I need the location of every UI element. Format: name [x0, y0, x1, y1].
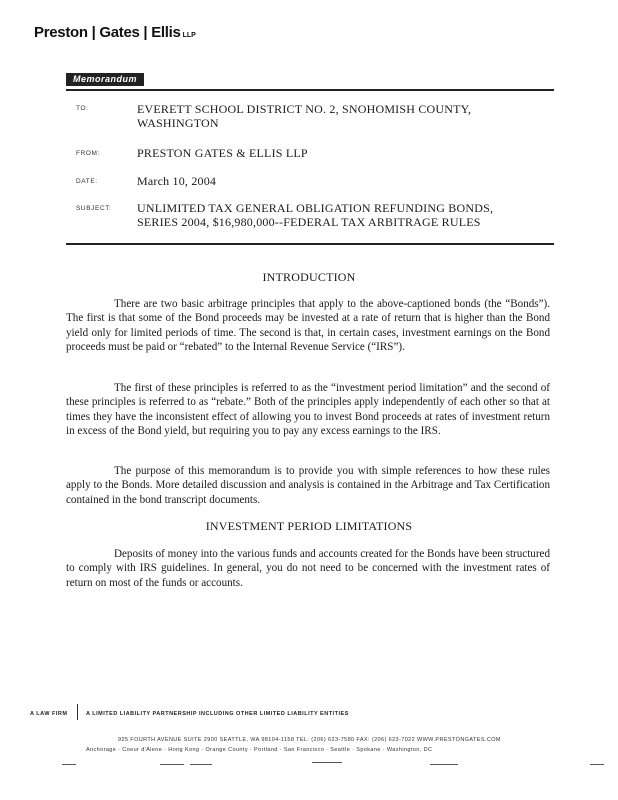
investment-paragraph: Deposits of money into the various funds and accounts created for the Bonds have been structured to comply with IRS guidelines. In general, you do not need to be concerned with the investment rates of return on most of the funds or accounts.	[66, 548, 550, 589]
date-value: March 10, 2004	[137, 174, 217, 188]
firm-logo	[34, 24, 196, 41]
header-rule	[66, 89, 554, 91]
intro-paragraph: The first of these principles is referred to as the “investment period limitation” and the second of these principles is referred to as “rebate.” Both of the principles apply independently of each other so that at times they have the inconsistent effect of allowing you to invest Bond proceeds at rates of investment return in excess of the Bond yield, but requiring you to pay any excess earnings to the IRS.	[66, 382, 550, 438]
date-label: DATE:	[76, 178, 98, 185]
law-firm-label: A LAW FIRM	[30, 711, 68, 717]
subject-rule	[66, 243, 554, 245]
firm-name: Preston | Gates | Ellis	[34, 24, 181, 41]
scan-speck	[190, 764, 212, 765]
introduction-heading: INTRODUCTION	[262, 270, 356, 284]
subject-label: SUBJECT:	[76, 205, 112, 212]
scan-speck	[62, 764, 76, 765]
subject-value-line: UNLIMITED TAX GENERAL OBLIGATION REFUNDING BONDS,	[137, 201, 494, 215]
scan-speck	[160, 764, 184, 765]
intro-paragraph: The purpose of this memorandum is to provide you with simple references to how these rules apply to the Bonds. More detailed discussion and analysis is contained in the Arbitrage and Tax Certification contained in the bond transcript documents.	[66, 465, 550, 506]
firm-suffix: LLP	[182, 32, 196, 39]
from-label: FROM:	[76, 150, 100, 157]
scan-speck	[430, 764, 458, 765]
memorandum-badge: Memorandum	[66, 73, 144, 86]
to-value	[137, 102, 471, 130]
to-label: TO:	[76, 105, 89, 112]
subject-value-line: SERIES 2004, $16,980,000--FEDERAL TAX ARBITRAGE RULES	[137, 215, 481, 229]
to-value-line: WASHINGTON	[137, 116, 219, 130]
office-locations: Anchorage · Coeur d'Alene · Hong Kong · Orange County · Portland · San Francisco · Seattle · Spokane · Washington, DC	[86, 747, 433, 753]
subject-value	[137, 201, 493, 229]
intro-paragraph: There are two basic arbitrage principles that apply to the above-captioned bonds (the “Bonds”). The first is that some of the Bond proceeds may be invested at a rate of return that is higher than the Bond yield only for limited periods of time. The second is that, in certain cases, investment earnings on the Bond proceeds must be paid or “rebated” to the Internal Revenue Service (“IRS”).	[66, 298, 550, 354]
investment-heading: INVESTMENT PERIOD LIMITATIONS	[205, 519, 413, 533]
scan-speck	[312, 762, 342, 763]
firm-address: 925 FOURTH AVENUE SUITE 2900 SEATTLE, WA 98104-1158 TEL: (206) 623-7580 FAX: (206) 623-7022 WWW.PRESTONGATES.COM	[118, 737, 501, 743]
firm-description: A LIMITED LIABILITY PARTNERSHIP INCLUDING OTHER LIMITED LIABILITY ENTITIES	[86, 711, 349, 717]
scan-speck	[590, 764, 604, 765]
footer-divider	[77, 704, 78, 720]
to-value-line: EVERETT SCHOOL DISTRICT NO. 2, SNOHOMISH COUNTY,	[137, 102, 472, 116]
from-value: PRESTON GATES & ELLIS LLP	[137, 146, 308, 160]
